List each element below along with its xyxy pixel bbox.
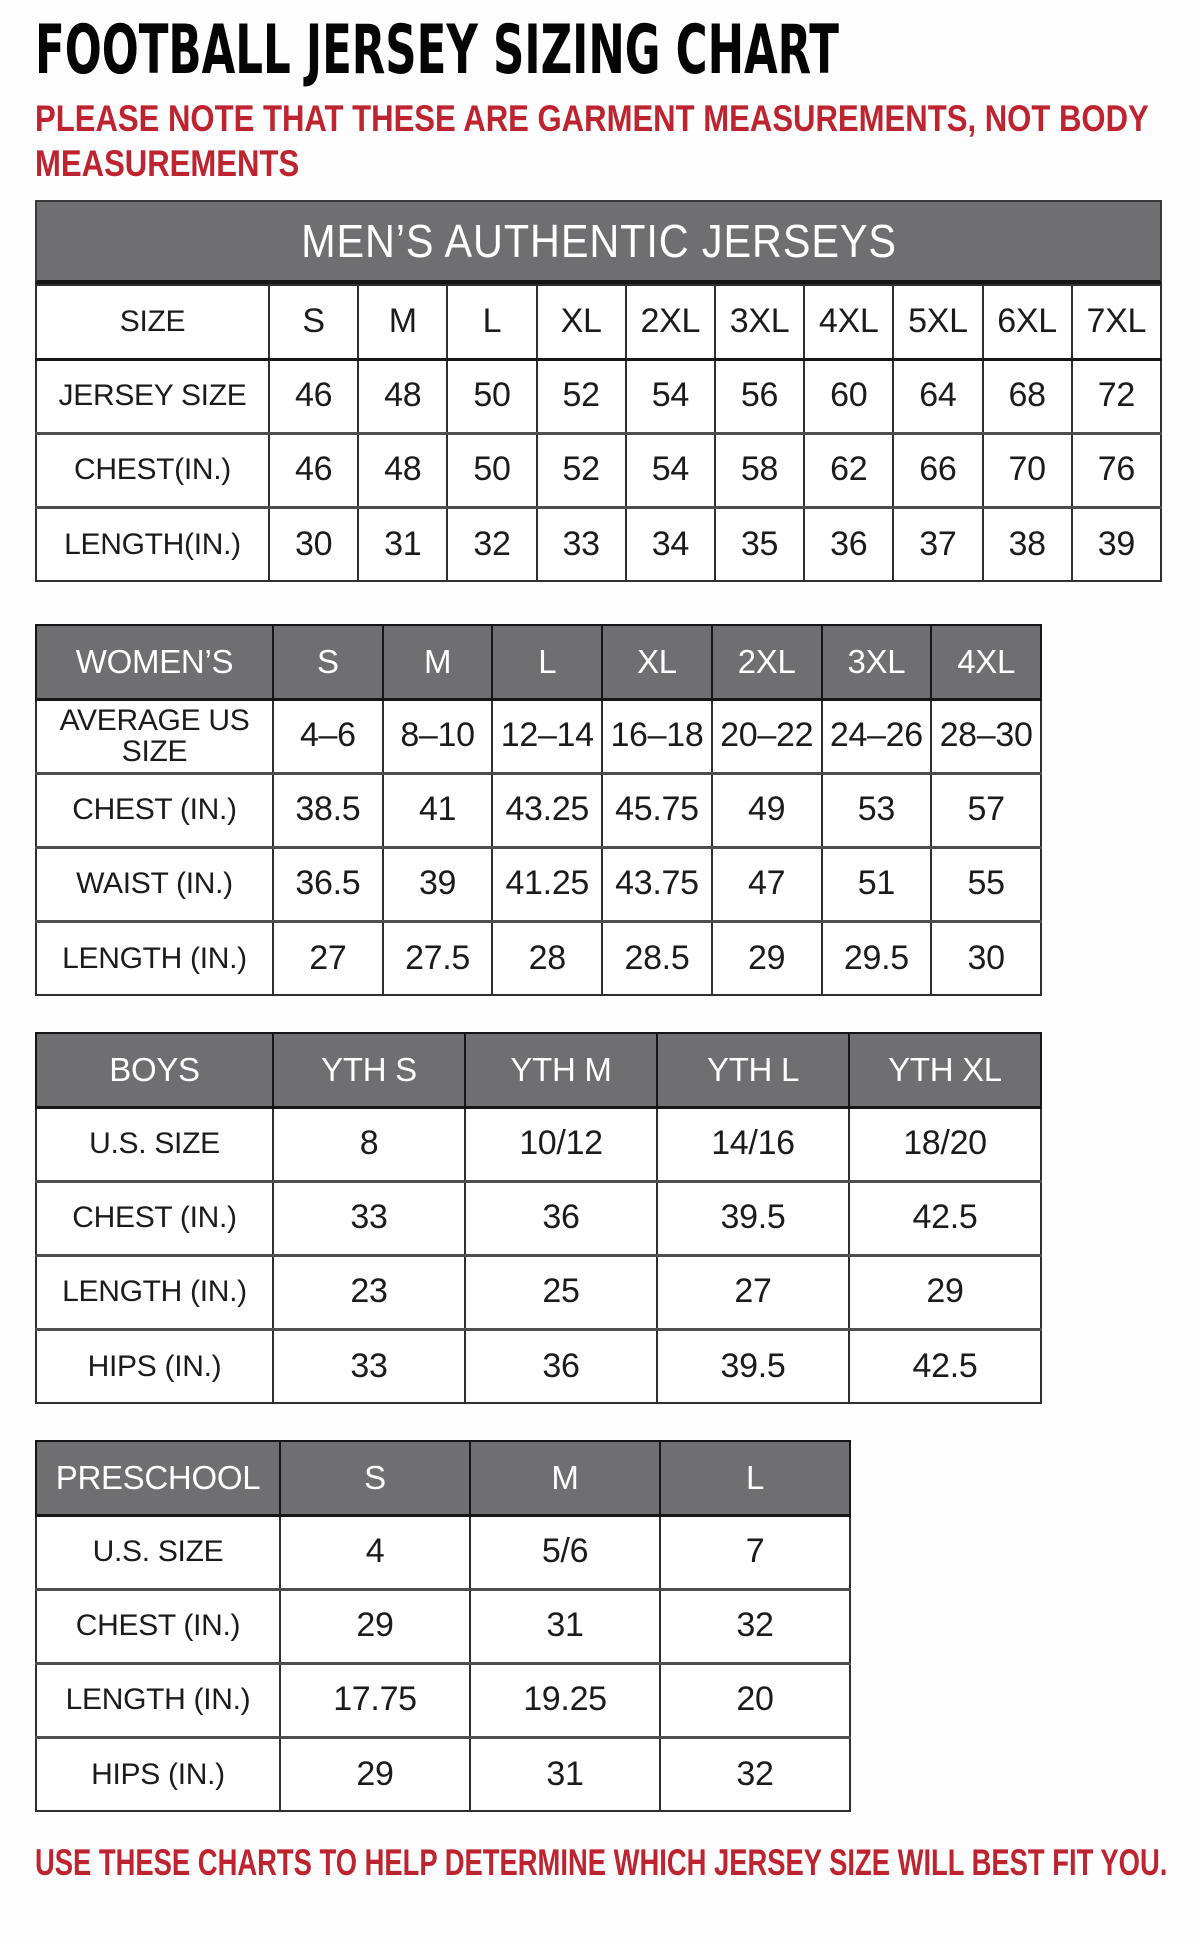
- measurement-value: 76: [1072, 433, 1161, 507]
- measurement-value: 43.25: [492, 773, 602, 847]
- womens-header-row: [36, 625, 1041, 699]
- mens-size-column-header: S: [269, 285, 358, 359]
- garment-measurements-note: [35, 97, 1149, 186]
- womens-table-row: [36, 773, 1041, 847]
- measurement-value: 36: [465, 1181, 657, 1255]
- womens-table-row: [36, 699, 1041, 773]
- row-label: JERSEY SIZE: [36, 359, 269, 433]
- mens-sizing-table: [35, 284, 1162, 582]
- womens-size-column-header: 4XL: [931, 625, 1041, 699]
- mens-size-column-header: 3XL: [715, 285, 804, 359]
- measurement-value: 28–30: [931, 699, 1041, 773]
- measurement-value: 20–22: [712, 699, 822, 773]
- measurement-value: 16–18: [602, 699, 712, 773]
- measurement-value: 33: [273, 1181, 465, 1255]
- measurement-value: 30: [931, 921, 1041, 995]
- preschool-size-column-header: L: [660, 1441, 850, 1515]
- boys-table-row: [36, 1107, 1041, 1181]
- measurement-value: 24–26: [822, 699, 932, 773]
- measurement-value: 39: [1072, 507, 1161, 581]
- womens-size-column-header: M: [383, 625, 493, 699]
- mens-header-label: SIZE: [36, 285, 269, 359]
- boys-sizing-table: [35, 1032, 1042, 1404]
- measurement-value: 42.5: [849, 1329, 1041, 1403]
- measurement-value: 54: [626, 433, 715, 507]
- preschool-table-row: [36, 1515, 850, 1589]
- measurement-value: 45.75: [602, 773, 712, 847]
- measurement-value: 4–6: [273, 699, 383, 773]
- row-label: CHEST(IN.): [36, 433, 269, 507]
- mens-size-column-header: M: [358, 285, 447, 359]
- measurement-value: 34: [626, 507, 715, 581]
- measurement-value: 46: [269, 359, 358, 433]
- measurement-value: 54: [626, 359, 715, 433]
- row-label: AVERAGE US SIZE: [36, 699, 273, 773]
- mens-table-row: [36, 507, 1161, 581]
- measurement-value: 12–14: [492, 699, 602, 773]
- measurement-value: 58: [715, 433, 804, 507]
- measurement-value: 27.5: [383, 921, 493, 995]
- measurement-value: 29: [280, 1589, 470, 1663]
- measurement-value: 42.5: [849, 1181, 1041, 1255]
- measurement-value: 64: [893, 359, 982, 433]
- row-label: HIPS (IN.): [36, 1329, 273, 1403]
- preschool-header-label: PRESCHOOL: [36, 1441, 280, 1515]
- measurement-value: 14/16: [657, 1107, 849, 1181]
- row-label: CHEST (IN.): [36, 1181, 273, 1255]
- boys-table-row: [36, 1255, 1041, 1329]
- row-label: CHEST (IN.): [36, 773, 273, 847]
- measurement-value: 23: [273, 1255, 465, 1329]
- measurement-value: 32: [660, 1589, 850, 1663]
- measurement-value: 7: [660, 1515, 850, 1589]
- measurement-value: 51: [822, 847, 932, 921]
- footer-note: USE THESE CHARTS TO HELP DETERMINE WHICH JERSEY SIZE WILL BEST FIT YOU.: [35, 1842, 1168, 1884]
- measurement-value: 39.5: [657, 1181, 849, 1255]
- row-label: LENGTH(IN.): [36, 507, 269, 581]
- measurement-value: 20: [660, 1663, 850, 1737]
- measurement-value: 41.25: [492, 847, 602, 921]
- measurement-value: 48: [358, 359, 447, 433]
- measurement-value: 28: [492, 921, 602, 995]
- measurement-value: 52: [537, 359, 626, 433]
- mens-banner-title: MEN’S AUTHENTIC JERSEYS: [300, 215, 897, 268]
- measurement-value: 4: [280, 1515, 470, 1589]
- boys-size-column-header: YTH M: [465, 1033, 657, 1107]
- measurement-value: 38: [983, 507, 1072, 581]
- measurement-value: 31: [470, 1737, 660, 1811]
- measurement-value: 38.5: [273, 773, 383, 847]
- measurement-value: 41: [383, 773, 493, 847]
- measurement-value: 62: [804, 433, 893, 507]
- womens-size-column-header: XL: [602, 625, 712, 699]
- womens-table-row: [36, 921, 1041, 995]
- measurement-value: 66: [893, 433, 982, 507]
- boys-table-row: [36, 1181, 1041, 1255]
- preschool-table-row: [36, 1737, 850, 1811]
- boys-table-row: [36, 1329, 1041, 1403]
- measurement-value: 33: [537, 507, 626, 581]
- measurement-value: 39.5: [657, 1329, 849, 1403]
- measurement-value: 10/12: [465, 1107, 657, 1181]
- boys-size-column-header: YTH XL: [849, 1033, 1041, 1107]
- mens-size-column-header: 7XL: [1072, 285, 1161, 359]
- row-label: CHEST (IN.): [36, 1589, 280, 1663]
- measurement-value: 56: [715, 359, 804, 433]
- row-label: LENGTH (IN.): [36, 921, 273, 995]
- measurement-value: 49: [712, 773, 822, 847]
- mens-size-column-header: L: [447, 285, 536, 359]
- measurement-value: 48: [358, 433, 447, 507]
- page-title: FOOTBALL JERSEY SIZING CHART: [35, 11, 839, 90]
- preschool-size-column-header: S: [280, 1441, 470, 1515]
- measurement-value: 8: [273, 1107, 465, 1181]
- mens-size-column-header: 6XL: [983, 285, 1072, 359]
- measurement-value: 30: [269, 507, 358, 581]
- measurement-value: 27: [657, 1255, 849, 1329]
- womens-size-column-header: L: [492, 625, 602, 699]
- mens-size-column-header: XL: [537, 285, 626, 359]
- womens-size-column-header: S: [273, 625, 383, 699]
- measurement-value: 36.5: [273, 847, 383, 921]
- preschool-table-row: [36, 1663, 850, 1737]
- row-label: U.S. SIZE: [36, 1515, 280, 1589]
- row-label: LENGTH (IN.): [36, 1255, 273, 1329]
- measurement-value: 25: [465, 1255, 657, 1329]
- preschool-table-row: [36, 1589, 850, 1663]
- measurement-value: 55: [931, 847, 1041, 921]
- row-label: WAIST (IN.): [36, 847, 273, 921]
- preschool-size-column-header: M: [470, 1441, 660, 1515]
- measurement-value: 47: [712, 847, 822, 921]
- measurement-value: 50: [447, 359, 536, 433]
- measurement-value: 5/6: [470, 1515, 660, 1589]
- mens-table-banner: [35, 200, 1162, 284]
- measurement-value: 32: [660, 1737, 850, 1811]
- measurement-value: 57: [931, 773, 1041, 847]
- measurement-value: 36: [465, 1329, 657, 1403]
- measurement-value: 39: [383, 847, 493, 921]
- mens-size-column-header: 4XL: [804, 285, 893, 359]
- measurement-value: 18/20: [849, 1107, 1041, 1181]
- boys-header-row: [36, 1033, 1041, 1107]
- womens-table-row: [36, 847, 1041, 921]
- measurement-value: 72: [1072, 359, 1161, 433]
- measurement-value: 32: [447, 507, 536, 581]
- measurement-value: 35: [715, 507, 804, 581]
- measurement-value: 60: [804, 359, 893, 433]
- mens-header-row: [36, 285, 1161, 359]
- womens-sizing-table: [35, 624, 1042, 996]
- measurement-value: 53: [822, 773, 932, 847]
- preschool-header-row: [36, 1441, 850, 1515]
- measurement-value: 70: [983, 433, 1072, 507]
- womens-header-label: WOMEN’S: [36, 625, 273, 699]
- row-label: LENGTH (IN.): [36, 1663, 280, 1737]
- measurement-value: 17.75: [280, 1663, 470, 1737]
- boys-header-label: BOYS: [36, 1033, 273, 1107]
- womens-size-column-header: 2XL: [712, 625, 822, 699]
- measurement-value: 31: [470, 1589, 660, 1663]
- garment-note-line-2: MEASUREMENTS: [35, 142, 300, 184]
- mens-size-column-header: 2XL: [626, 285, 715, 359]
- measurement-value: 46: [269, 433, 358, 507]
- measurement-value: 28.5: [602, 921, 712, 995]
- row-label: U.S. SIZE: [36, 1107, 273, 1181]
- boys-size-column-header: YTH L: [657, 1033, 849, 1107]
- measurement-value: 43.75: [602, 847, 712, 921]
- measurement-value: 50: [447, 433, 536, 507]
- mens-table-row: [36, 433, 1161, 507]
- measurement-value: 27: [273, 921, 383, 995]
- mens-size-column-header: 5XL: [893, 285, 982, 359]
- measurement-value: 36: [804, 507, 893, 581]
- garment-note-line-1: PLEASE NOTE THAT THESE ARE GARMENT MEASUREMENTS, NOT BODY: [35, 98, 1149, 140]
- measurement-value: 33: [273, 1329, 465, 1403]
- measurement-value: 52: [537, 433, 626, 507]
- mens-table-row: [36, 359, 1161, 433]
- measurement-value: 37: [893, 507, 982, 581]
- boys-size-column-header: YTH S: [273, 1033, 465, 1107]
- measurement-value: 29: [712, 921, 822, 995]
- measurement-value: 31: [358, 507, 447, 581]
- womens-size-column-header: 3XL: [822, 625, 932, 699]
- measurement-value: 8–10: [383, 699, 493, 773]
- measurement-value: 29: [849, 1255, 1041, 1329]
- measurement-value: 68: [983, 359, 1072, 433]
- measurement-value: 19.25: [470, 1663, 660, 1737]
- row-label: HIPS (IN.): [36, 1737, 280, 1811]
- measurement-value: 29.5: [822, 921, 932, 995]
- preschool-sizing-table: [35, 1440, 851, 1812]
- measurement-value: 29: [280, 1737, 470, 1811]
